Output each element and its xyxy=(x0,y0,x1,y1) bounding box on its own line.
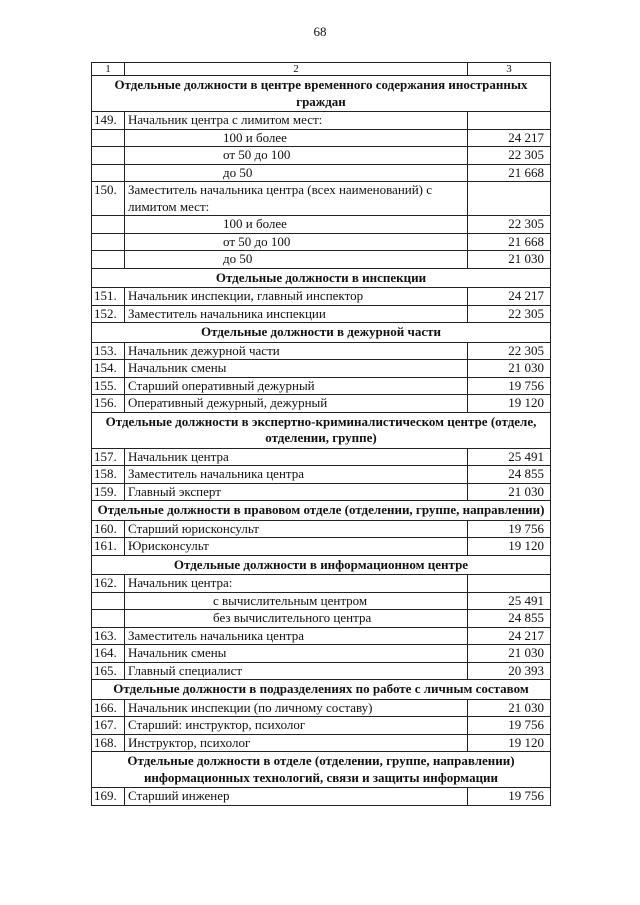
salary-value xyxy=(468,112,551,130)
salary-value: 21 030 xyxy=(468,483,551,501)
section-heading-row xyxy=(92,555,551,575)
table-row xyxy=(92,627,551,645)
table-row xyxy=(92,288,551,306)
table-row xyxy=(92,182,551,216)
position-name: Старший юрисконсульт xyxy=(125,520,468,538)
row-number: 159. xyxy=(92,483,125,501)
row-number: 160. xyxy=(92,520,125,538)
row-number: 164. xyxy=(92,645,125,663)
section-heading-row xyxy=(92,501,551,521)
column-header-row xyxy=(92,63,551,76)
page-number: 68 xyxy=(313,24,327,39)
position-name: Начальник центра с лимитом мест: xyxy=(125,112,468,130)
table-row xyxy=(92,233,551,251)
salary-value: 25 491 xyxy=(468,448,551,466)
salary-value: 21 668 xyxy=(468,233,551,251)
position-name: Заместитель начальника центра (всех наименований) с лимитом мест: xyxy=(125,182,468,216)
section-heading-row xyxy=(92,752,551,788)
position-name: Заместитель начальника инспекции xyxy=(125,305,468,323)
row-number: 152. xyxy=(92,305,125,323)
salary-value: 24 217 xyxy=(468,129,551,147)
row-number: 165. xyxy=(92,662,125,680)
salary-value: 19 756 xyxy=(468,717,551,735)
table-row xyxy=(92,448,551,466)
table-row xyxy=(92,342,551,360)
position-name: Главный эксперт xyxy=(125,483,468,501)
row-number: 157. xyxy=(92,448,125,466)
position-name: Юрисконсульт xyxy=(125,538,468,556)
column-header-3: 3 xyxy=(468,63,551,76)
salary-value: 22 305 xyxy=(468,147,551,165)
section-heading-row xyxy=(92,323,551,343)
position-name: Старший инженер xyxy=(125,788,468,806)
table-row xyxy=(92,645,551,663)
row-number: 153. xyxy=(92,342,125,360)
row-number: 162. xyxy=(92,575,125,593)
section-heading: Отдельные должности в подразделениях по работе с личным составом xyxy=(92,680,551,700)
table-row xyxy=(92,377,551,395)
section-heading: Отдельные должности в инспекции xyxy=(92,268,551,288)
table-row xyxy=(92,699,551,717)
table-row xyxy=(92,610,551,628)
table-row xyxy=(92,538,551,556)
position-name: от 50 до 100 xyxy=(125,147,468,165)
salary-value: 19 756 xyxy=(468,377,551,395)
position-name: 100 и более xyxy=(125,216,468,234)
section-heading-row xyxy=(92,76,551,112)
row-number xyxy=(92,233,125,251)
salary-value: 19 120 xyxy=(468,395,551,413)
table-row xyxy=(92,520,551,538)
table-row xyxy=(92,216,551,234)
salary-value: 24 855 xyxy=(468,466,551,484)
row-number: 154. xyxy=(92,360,125,378)
position-name: Начальник центра: xyxy=(125,575,468,593)
salary-value: 20 393 xyxy=(468,662,551,680)
table-row xyxy=(92,360,551,378)
row-number: 167. xyxy=(92,717,125,735)
table-row xyxy=(92,129,551,147)
salary-value: 25 491 xyxy=(468,592,551,610)
salary-value: 19 756 xyxy=(468,520,551,538)
salary-value: 24 217 xyxy=(468,288,551,306)
table-row xyxy=(92,717,551,735)
salary-value: 22 305 xyxy=(468,342,551,360)
row-number: 161. xyxy=(92,538,125,556)
table-row xyxy=(92,466,551,484)
row-number xyxy=(92,164,125,182)
row-number: 149. xyxy=(92,112,125,130)
position-name: до 50 xyxy=(125,164,468,182)
row-number xyxy=(92,251,125,269)
position-name: Старший оперативный дежурный xyxy=(125,377,468,395)
section-heading: Отдельные должности в дежурной части xyxy=(92,323,551,343)
section-heading-row xyxy=(92,412,551,448)
section-heading: Отдельные должности в центре временного содержания иностранных граждан xyxy=(92,76,551,112)
position-name: с вычислительным центром xyxy=(125,592,468,610)
table-row xyxy=(92,164,551,182)
salary-value: 22 305 xyxy=(468,305,551,323)
salary-value: 19 120 xyxy=(468,538,551,556)
salary-value: 21 030 xyxy=(468,360,551,378)
column-header-2: 2 xyxy=(125,63,468,76)
section-heading-row xyxy=(92,268,551,288)
position-name: Начальник инспекции, главный инспектор xyxy=(125,288,468,306)
section-heading: Отдельные должности в экспертно-криминалистическом центре (отделе, отделении, группе) xyxy=(92,412,551,448)
table-row xyxy=(92,147,551,165)
table-row xyxy=(92,305,551,323)
column-header-1: 1 xyxy=(92,63,125,76)
row-number xyxy=(92,610,125,628)
salary-value xyxy=(468,575,551,593)
salary-value: 24 855 xyxy=(468,610,551,628)
salary-value: 21 030 xyxy=(468,645,551,663)
position-name: от 50 до 100 xyxy=(125,233,468,251)
section-heading: Отдельные должности в отделе (отделении, группе, направлении) информационных технологий, связи и защиты информации xyxy=(92,752,551,788)
row-number: 156. xyxy=(92,395,125,413)
position-name: Инструктор, психолог xyxy=(125,734,468,752)
row-number: 168. xyxy=(92,734,125,752)
row-number: 158. xyxy=(92,466,125,484)
table-row xyxy=(92,788,551,806)
salary-value: 19 756 xyxy=(468,788,551,806)
position-name: до 50 xyxy=(125,251,468,269)
position-name: Заместитель начальника центра xyxy=(125,627,468,645)
table-row xyxy=(92,592,551,610)
salary-value: 24 217 xyxy=(468,627,551,645)
row-number: 166. xyxy=(92,699,125,717)
position-name: Начальник смены xyxy=(125,645,468,663)
row-number: 163. xyxy=(92,627,125,645)
row-number: 169. xyxy=(92,788,125,806)
salary-value xyxy=(468,182,551,216)
salary-value: 21 030 xyxy=(468,251,551,269)
row-number xyxy=(92,216,125,234)
salary-value: 21 030 xyxy=(468,699,551,717)
table-row xyxy=(92,483,551,501)
row-number: 150. xyxy=(92,182,125,216)
salary-value: 19 120 xyxy=(468,734,551,752)
section-heading-row xyxy=(92,680,551,700)
position-name: Начальник смены xyxy=(125,360,468,378)
position-name: Главный специалист xyxy=(125,662,468,680)
row-number: 151. xyxy=(92,288,125,306)
row-number xyxy=(92,592,125,610)
section-heading: Отдельные должности в информационном центре xyxy=(92,555,551,575)
table-row xyxy=(92,251,551,269)
salary-value: 21 668 xyxy=(468,164,551,182)
position-name: без вычислительного центра xyxy=(125,610,468,628)
position-name: Начальник центра xyxy=(125,448,468,466)
section-heading: Отдельные должности в правовом отделе (отделении, группе, направлении) xyxy=(92,501,551,521)
row-number xyxy=(92,129,125,147)
row-number xyxy=(92,147,125,165)
position-name: Оперативный дежурный, дежурный xyxy=(125,395,468,413)
table-row xyxy=(92,395,551,413)
position-name: Заместитель начальника центра xyxy=(125,466,468,484)
salary-value: 22 305 xyxy=(468,216,551,234)
salary-table xyxy=(91,62,551,806)
position-name: Старший: инструктор, психолог xyxy=(125,717,468,735)
position-name: Начальник дежурной части xyxy=(125,342,468,360)
position-name: 100 и более xyxy=(125,129,468,147)
table-row xyxy=(92,734,551,752)
row-number: 155. xyxy=(92,377,125,395)
table-row xyxy=(92,575,551,593)
position-name: Начальник инспекции (по личному составу) xyxy=(125,699,468,717)
table-row xyxy=(92,112,551,130)
table-row xyxy=(92,662,551,680)
